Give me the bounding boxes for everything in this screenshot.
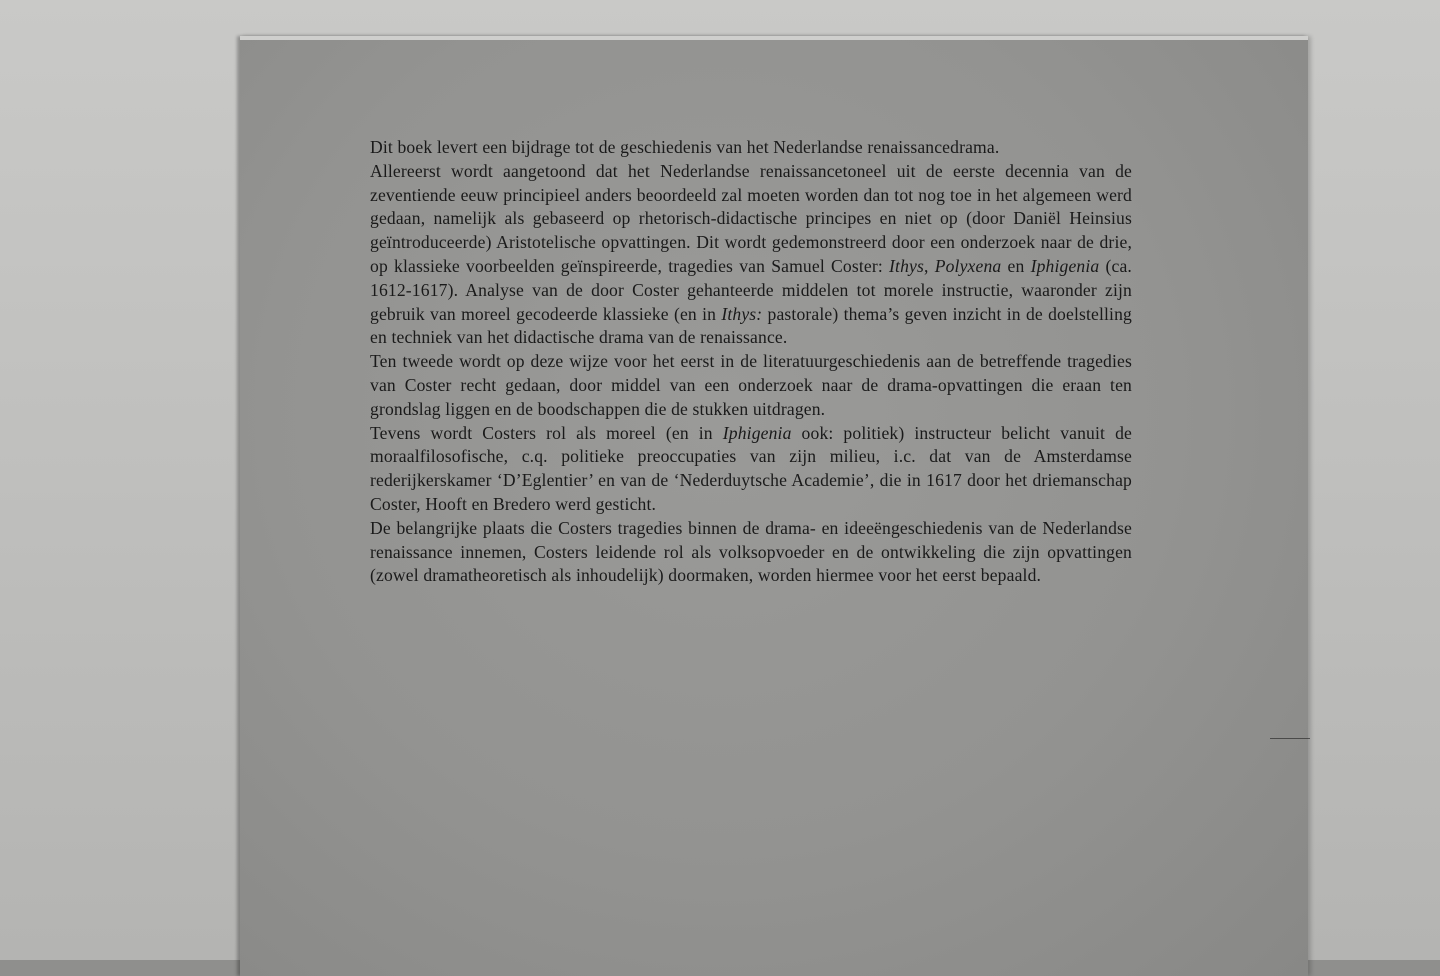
title-iphigenia: Iphigenia <box>722 422 792 443</box>
text-run: De belangrijke plaats die Costers tragedies binnen de drama- en ideeëngeschiedenis van de Nederlandse renaissance innemen, Costers leidende rol als volksopvoeder en de ontwikkeling die zijn opvattingen (zowel dramatheoretisch als inhoudelijk) doormaken, worden hiermee voor het eerst bepaald. <box>370 517 1132 586</box>
paragraph-1 <box>370 136 1132 160</box>
text-run: (ca. 1612-1617). Analyse van de door Coster gehanteerde middelen tot morele instructie, waaronder zijn gebruik van moreel gecodeerde klassieke (en in <box>370 255 1132 324</box>
text-run: Ten tweede wordt op deze wijze voor het eerst in de literatuurgeschiedenis aan de betreffende tragedies van Coster recht gedaan, door middel van een onderzoek naar de drama-opvattingen die eraan ten grondslag liggen en de boodschappen die de stukken uitdragen. <box>370 351 1132 419</box>
paragraph-2 <box>370 160 1132 350</box>
paragraph-5 <box>370 517 1132 588</box>
text-run: Tevens wordt Costers rol als moreel (en in <box>370 422 723 443</box>
cover-crease <box>1270 738 1310 739</box>
title-iphigenia: Iphigenia <box>1030 255 1100 276</box>
paragraph-3 <box>370 350 1132 421</box>
text-run: ook: politiek) instructeur belicht vanuit de moraalfilosofische, c.q. politieke preoccupaties van zijn milieu, i.c. dat van de Amsterdamse rederijkerskamer ‘D’Eglentier’ en van de ‘Nederduytsche Academie’, die in 1617 door het driemanschap Coster, Hooft en Bredero werd gesticht. <box>370 422 1132 514</box>
text-run: , <box>924 255 935 276</box>
blurb-text <box>370 136 1132 588</box>
title-ithys: Ithys: <box>721 303 763 324</box>
text-run: Allereerst wordt aangetoond dat het Nederlandse renaissancetoneel uit de eerste decennia van de zeventiende eeuw principieel anders beoordeeld zal moeten worden dan tot nog toe in het algemeen werd gedaan, namelijk als gebaseerd op rhetorisch-didactische principes en niet op (door Daniël Heinsius geïntroduceerde) Aristotelische opvattingen. Dit wordt gedemonstreerd door een onderzoek naar de drie, op klassieke voorbeelden geïnspireerde, tragedies van Samuel Coster: <box>370 160 1132 276</box>
text-run: pastorale) thema’s geven inzicht in de doelstelling en techniek van het didactische drama van de renaissance. <box>370 303 1132 348</box>
text-run: en <box>1001 255 1031 276</box>
text-run: Dit boek levert een bijdrage tot de geschiedenis van het Nederlandse renaissancedrama. <box>370 137 1000 157</box>
paragraph-4 <box>370 422 1132 517</box>
title-ithys: Ithys <box>889 255 924 276</box>
title-polyxena: Polyxena <box>934 255 1002 276</box>
